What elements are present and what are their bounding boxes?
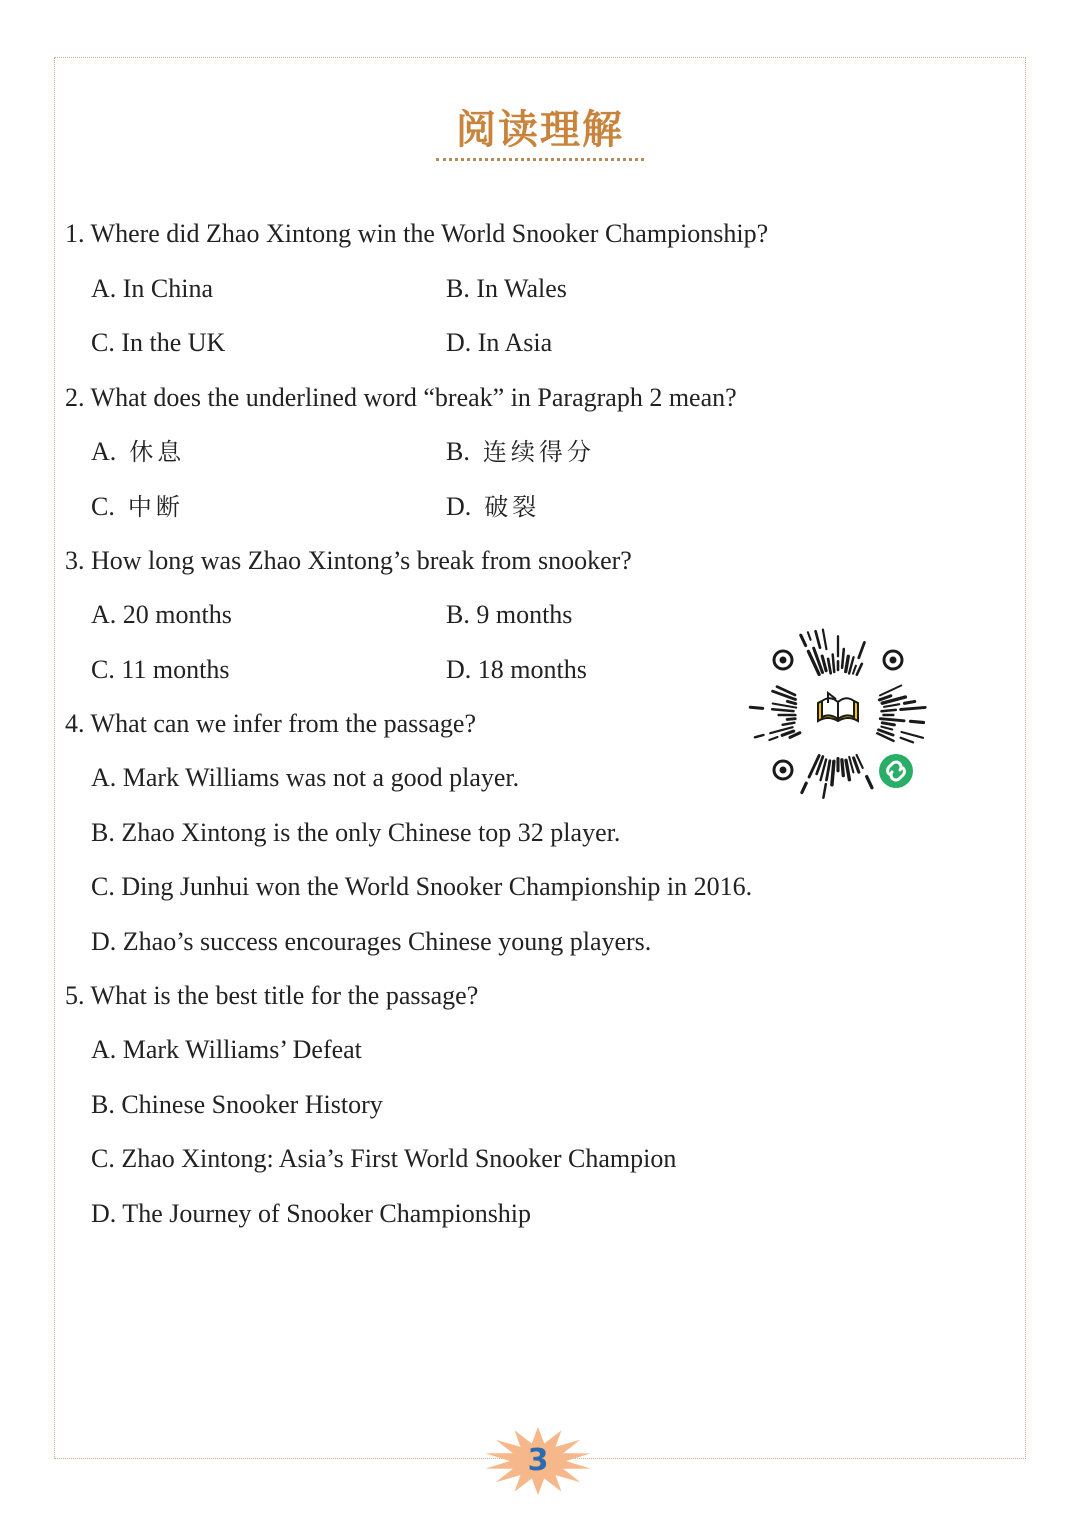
- page-number: 3: [527, 1443, 549, 1478]
- qr-ray: [857, 664, 862, 675]
- mini-program-code-icon[interactable]: [745, 622, 931, 808]
- question-1-option-c: C. In the UK: [91, 328, 226, 357]
- option-letter: C.: [91, 492, 115, 521]
- qr-ray: [911, 721, 924, 722]
- qr-ray: [859, 643, 865, 658]
- option-letter: A.: [91, 437, 117, 466]
- qr-ray: [802, 783, 806, 792]
- header: [0, 108, 1080, 161]
- question-5-option-a: A. Mark Williams’ Defeat: [91, 1035, 362, 1064]
- qr-ray: [880, 719, 904, 721]
- qr-ray: [782, 731, 793, 735]
- qr-ray: [879, 696, 890, 700]
- qr-ray: [853, 666, 856, 674]
- question-1-option-d: D. In Asia: [446, 328, 553, 357]
- qr-ray: [901, 738, 913, 743]
- option-letter: D.: [446, 492, 472, 521]
- question-4-option-d: D. Zhao’s success encourages Chinese young players.: [91, 927, 652, 956]
- question-3: 3. How long was Zhao Xintong’s break from snooker?: [65, 546, 632, 575]
- qr-ray: [842, 649, 844, 668]
- question-5-option-c: C. Zhao Xintong: Asia’s First World Snooker Champion: [91, 1144, 677, 1173]
- question-4-option-b: B. Zhao Xintong is the only Chinese top 32 player.: [91, 818, 621, 847]
- option-text: 中断: [127, 493, 184, 521]
- qr-ray: [882, 723, 894, 725]
- qr-ray: [823, 630, 827, 650]
- question-5-option-d: D. The Journey of Snooker Championship: [91, 1199, 532, 1228]
- question-2: 2. What does the underlined word “break” in Paragraph 2 mean?: [65, 383, 737, 412]
- finder-top-right: [884, 651, 902, 669]
- qr-ray: [905, 702, 915, 704]
- option-text: 休息: [129, 438, 186, 466]
- qr-ray: [846, 760, 849, 779]
- finder-bottom-left: [774, 761, 792, 779]
- qr-ray: [833, 655, 835, 673]
- qr-ray: [755, 735, 764, 737]
- question-4-option-c: C. Ding Junhui won the World Snooker Championship in 2016.: [91, 872, 753, 901]
- qr-ray: [772, 709, 793, 711]
- qr-code-graphic: [745, 622, 931, 808]
- qr-ray: [823, 784, 825, 798]
- qr-ray: [787, 719, 795, 720]
- option-text: 连续得分: [482, 438, 595, 466]
- question-4: 4. What can we infer from the passage?: [65, 709, 477, 738]
- question-3-option-a: A. 20 months: [91, 600, 232, 629]
- link-icon: [879, 754, 913, 788]
- qr-ray: [882, 710, 896, 711]
- question-2-option-a: [91, 436, 185, 468]
- qr-ray: [901, 707, 926, 709]
- finder-top-left: [774, 651, 792, 669]
- question-5: 5. What is the best title for the passage?: [65, 981, 479, 1010]
- qr-ray: [842, 760, 843, 776]
- qr-ray: [832, 761, 834, 784]
- qr-ray: [827, 761, 830, 780]
- option-letter: B.: [446, 437, 470, 466]
- question-3-option-b: B. 9 months: [446, 600, 573, 629]
- qr-ray: [816, 631, 820, 647]
- qr-ray: [822, 656, 826, 671]
- qr-ray: [881, 727, 892, 730]
- qr-ray: [880, 686, 901, 696]
- page-title: 阅读理解: [436, 108, 644, 161]
- qr-ray: [846, 656, 849, 671]
- question-1: 1. Where did Zhao Xintong win the World Snooker Championship?: [65, 219, 769, 248]
- qr-ray: [750, 707, 762, 708]
- qr-ray: [867, 777, 872, 788]
- question-2-option-d: [446, 491, 540, 523]
- qr-ray: [828, 659, 831, 673]
- qr-ray: [902, 732, 924, 738]
- question-2-option-c: [91, 491, 184, 523]
- qr-ray: [808, 632, 811, 640]
- question-3-option-c: C. 11 months: [91, 655, 230, 684]
- qr-ray: [783, 723, 795, 725]
- question-1-option-a: A. In China: [91, 274, 214, 303]
- option-text: 破裂: [484, 493, 541, 521]
- question-5-option-b: B. Chinese Snooker History: [91, 1090, 383, 1119]
- question-1-option-b: B. In Wales: [446, 274, 567, 303]
- qr-ray: [801, 635, 806, 645]
- question-4-option-a: A. Mark Williams was not a good player.: [91, 763, 520, 792]
- question-2-option-b: [446, 436, 595, 468]
- qr-ray: [884, 704, 899, 707]
- question-3-option-d: D. 18 months: [446, 655, 587, 684]
- qr-ray: [787, 701, 795, 703]
- qr-ray: [769, 737, 777, 740]
